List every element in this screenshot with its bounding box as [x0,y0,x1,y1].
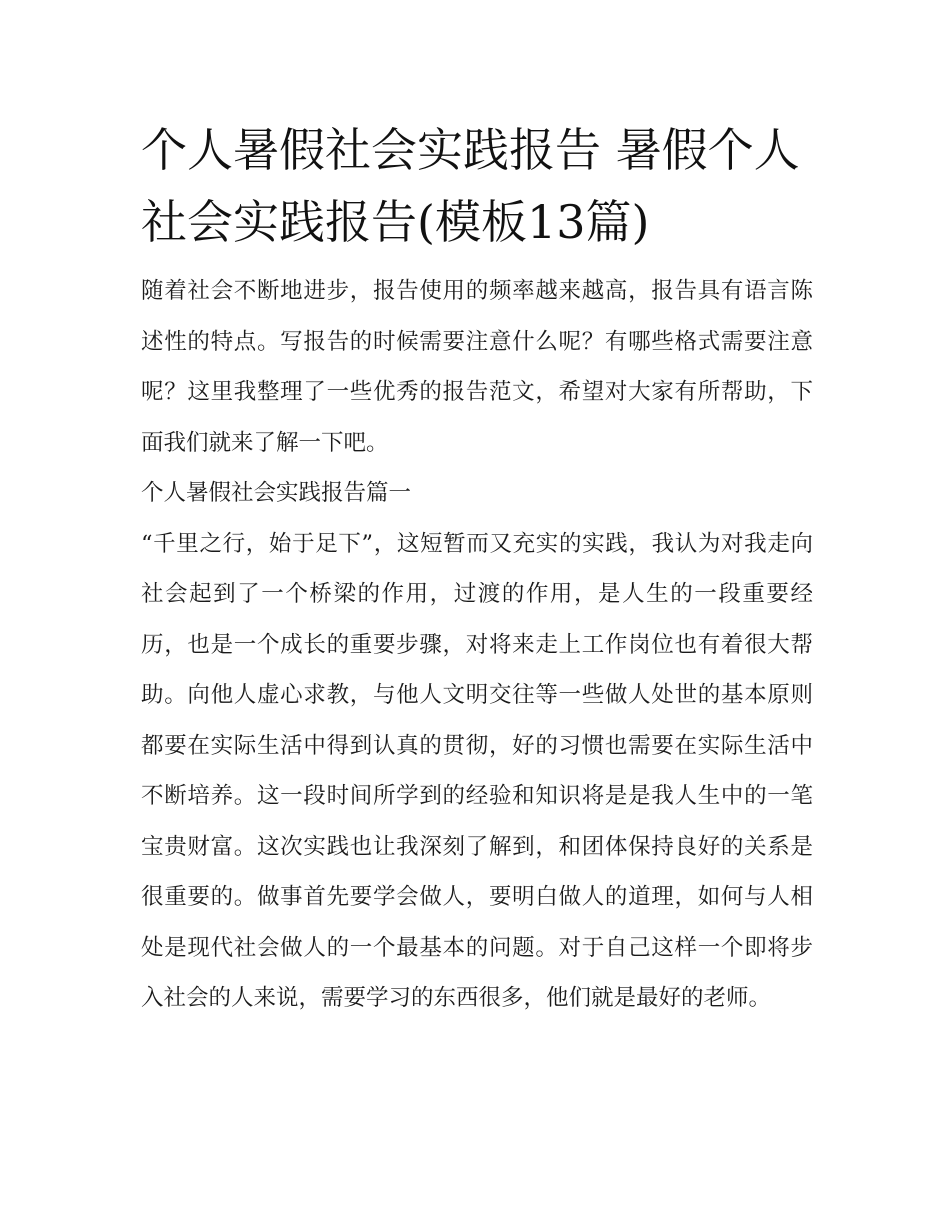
intro-paragraph: 随着社会不断地进步，报告使用的频率越来越高，报告具有语言陈述性的特点。写报告的时候需要注意什么呢？有哪些格式需要注意呢？这里我整理了一些优秀的报告范文，希望对大家有所帮助，下面我们就来了解一下吧。 [141,278,813,456]
document-content [141,114,813,1024]
document-title: 个人暑假社会实践报告 暑假个人社会实践报告(模板13篇) [141,123,800,249]
body-paragraph: “千里之行，始于足下”，这短暂而又充实的实践，我认为对我走向社会起到了一个桥梁的作用，过渡的作用，是人生的一段重要经历，也是一个成长的重要步骤，对将来走上工作岗位也有着很大帮助。向他人虚心求教，与他人文明交往等一些做人处世的基本原则都要在实际生活中得到认真的贯彻，好的习惯也需要在实际生活中不断培养。这一段时间所学到的经验和知识将是是我人生中的一笔宝贵财富。这次实践也让我深刻了解到，和团体保持良好的关系是很重要的。做事首先要学会做人，要明白做人的道理，如何与人相处是现代社会做人的一个最基本的问题。对于自己这样一个即将步入社会的人来说，需要学习的东西很多，他们就是最好的老师。 [141,530,813,1011]
section-heading: 个人暑假社会实践报告篇一 [141,480,412,506]
